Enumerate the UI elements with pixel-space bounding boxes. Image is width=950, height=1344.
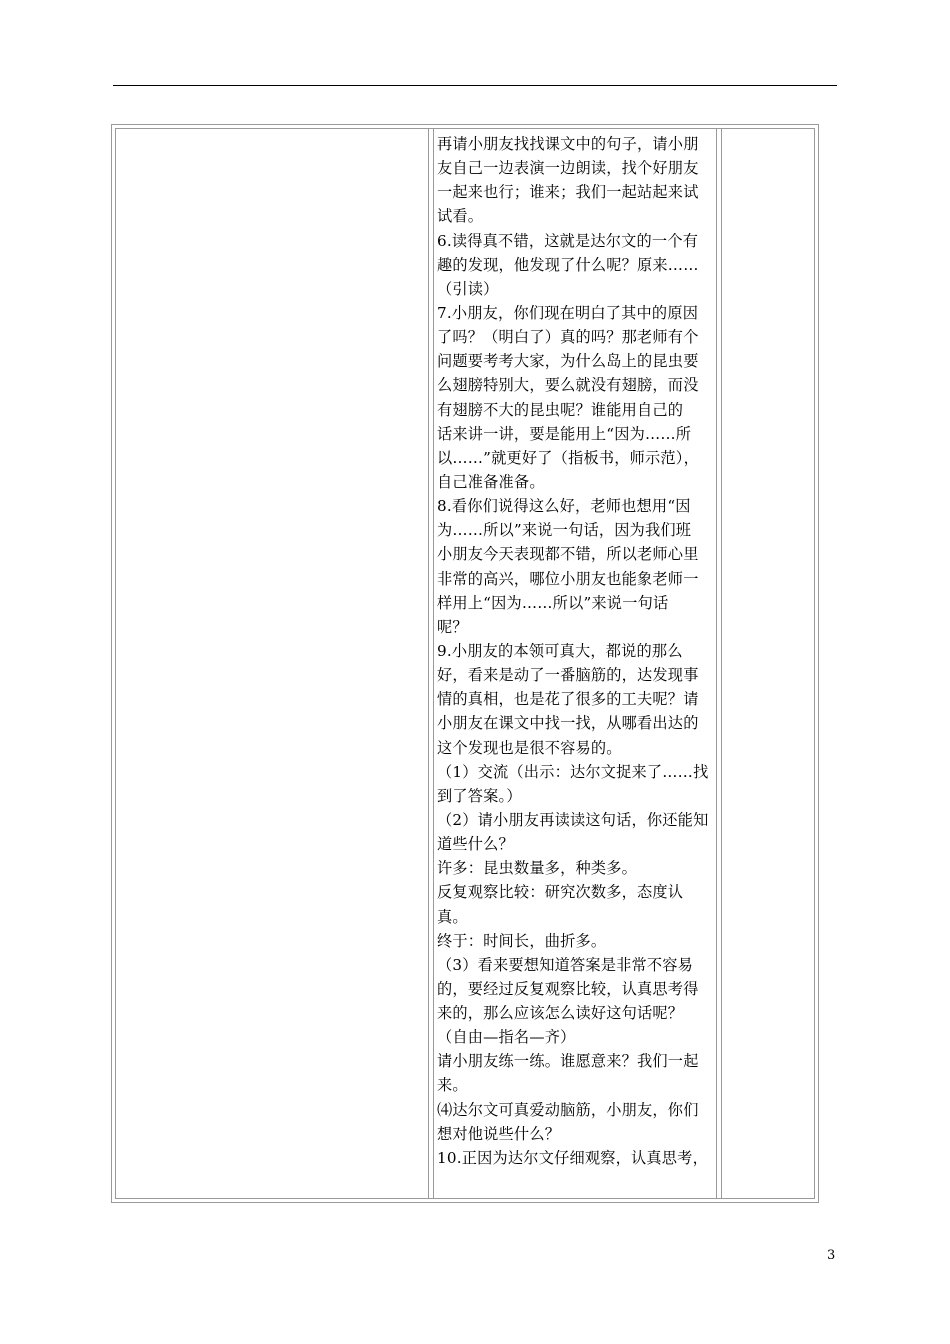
table-cell-left (116, 129, 429, 1198)
text-line: 的，要经过反复观察比较，认真思考得 (437, 979, 699, 998)
text-line: 来的，那么应该怎么读好这句话呢？ (437, 1004, 684, 1023)
text-line: 友自己一边表演一边朗读，找个好朋友 (437, 159, 699, 178)
lesson-table-inner (115, 128, 815, 1199)
lesson-table (111, 124, 819, 1203)
header-rule (113, 85, 837, 86)
text-line: 好，看来是动了一番脑筋的，达发现事 (437, 666, 699, 685)
text-line: 小朋友今天表现都不错，所以老师心里 (437, 545, 699, 564)
text-line: 请小朋友练一练。谁愿意来？我们一起 (437, 1052, 699, 1071)
text-line: 6.读得真不错，这就是达尔文的一个有 (437, 231, 699, 250)
text-line: 呢？ (437, 617, 468, 636)
text-line: 8.看你们说得这么好，老师也想用“因 (437, 497, 691, 516)
text-line: 再请小朋友找找课文中的句子，请小朋 (437, 135, 699, 153)
text-line: 话来讲一讲，要是能用上“因为……所 (437, 424, 692, 443)
text-line: 9.小朋友的本领可真大，都说的那么 (437, 641, 683, 660)
text-line: 试看。 (437, 207, 484, 226)
text-line: 有翅膀不大的昆虫呢？谁能用自己的 (437, 400, 684, 419)
teaching-process-text (437, 132, 713, 1170)
text-line: 为……所以”来说一句话，因为我们班 (437, 521, 692, 540)
text-line: （引读） (437, 279, 499, 298)
text-line: 一起来也行；谁来；我们一起站起来试 (437, 183, 699, 202)
text-line: 道些什么？ (437, 835, 514, 854)
text-line: 反复观察比较：研究次数多，态度认 (437, 883, 684, 902)
text-line: 自己准备准备。 (437, 472, 545, 491)
text-line: 非常的高兴，哪位小朋友也能象老师一 (437, 569, 699, 588)
text-line: 来。 (437, 1076, 468, 1095)
text-line: 情的真相，也是花了很多的工夫呢？请 (437, 690, 699, 709)
text-line: （3）看来要想知道答案是非常不容易 (437, 955, 694, 974)
text-line: 么翅膀特别大，要么就没有翅膀，而没 (437, 376, 699, 395)
text-line: 想对他说些什么？ (437, 1124, 561, 1143)
text-line: 小朋友在课文中找一找，从哪看出达的 (437, 714, 699, 733)
text-line: 真。 (437, 907, 468, 926)
text-line: （自由—指名—齐） (437, 1028, 576, 1047)
text-line: 到了答案。） (437, 786, 522, 805)
text-line: 以……”就更好了（指板书，师示范）， (437, 448, 699, 467)
text-line: ⑷达尔文可真爱动脑筋，小朋友，你们 (437, 1100, 699, 1119)
text-line: （1）交流（出示：达尔文捉来了……找 (437, 762, 709, 781)
text-line: 问题要考考大家，为什么岛上的昆虫要 (437, 352, 699, 371)
page-number: 3 (827, 1248, 836, 1263)
text-line: 许多：昆虫数量多，种类多。 (437, 859, 638, 878)
text-line: 了吗？（明白了）真的吗？那老师有个 (437, 328, 699, 347)
text-line: 10.正因为达尔文仔细观察，认真思考， (437, 1148, 708, 1167)
text-line: 样用上“因为……所以”来说一句话 (437, 593, 669, 612)
text-line: 这个发现也是很不容易的。 (437, 738, 622, 757)
table-cell-right (721, 129, 814, 1198)
text-line: 趣的发现，他发现了什么呢？原来…… (437, 255, 699, 274)
table-cell-teaching-process (433, 129, 717, 1198)
text-line: （2）请小朋友再读读这句话，你还能知 (437, 810, 709, 829)
text-line: 终于：时间长，曲折多。 (437, 931, 607, 950)
text-line: 7.小朋友，你们现在明白了其中的原因 (437, 303, 699, 322)
